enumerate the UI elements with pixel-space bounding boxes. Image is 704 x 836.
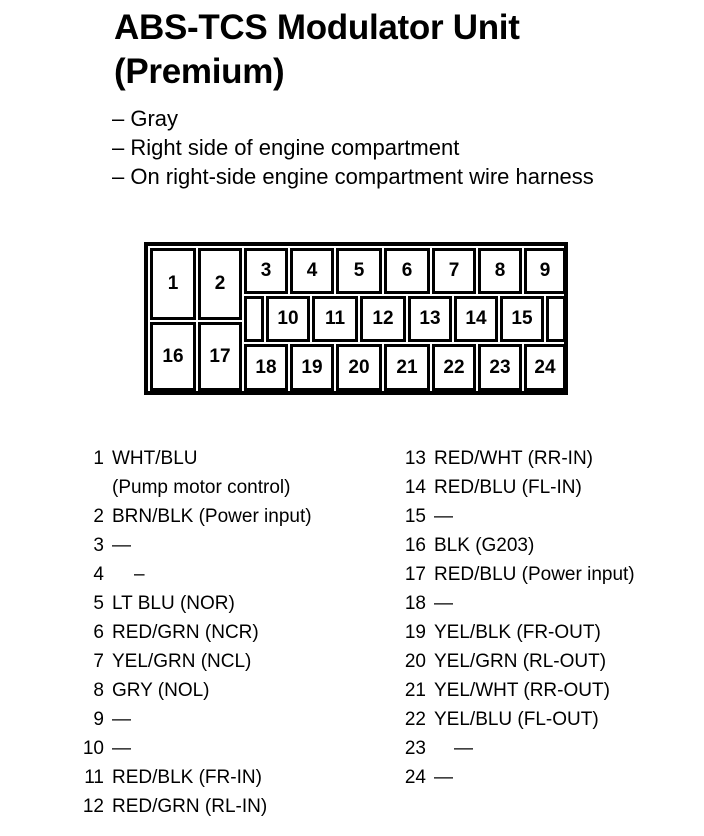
list-item: [78, 473, 378, 502]
wire-description: (Pump motor control): [112, 477, 291, 498]
pin-10: 10: [266, 296, 310, 342]
pin-8: 8: [478, 248, 522, 294]
pin-number: 15: [404, 506, 426, 527]
list-item: [78, 618, 378, 647]
connector-diagram: [144, 242, 568, 395]
pin-24: 24: [524, 344, 566, 391]
pin-4: 4: [290, 248, 334, 294]
pin-number: 11: [84, 767, 104, 788]
list-item: [400, 705, 700, 734]
list-item: [78, 734, 378, 763]
pin-number: 5: [93, 593, 104, 614]
pin-number: 6: [93, 622, 104, 643]
pin-number: 22: [404, 709, 426, 730]
list-item: [78, 676, 378, 705]
pin-9: 9: [524, 248, 566, 294]
list-item: [78, 763, 378, 792]
pin-7: 7: [432, 248, 476, 294]
pin-23: 23: [478, 344, 522, 391]
list-item: [78, 589, 378, 618]
wire-description: RED/GRN (NCR): [112, 622, 259, 643]
pin-3: 3: [244, 248, 288, 294]
pin-number: 18: [404, 593, 426, 614]
pin-number: 10: [82, 738, 104, 759]
pin-6: 6: [384, 248, 430, 294]
pin-15: 15: [500, 296, 544, 342]
pin-18: 18: [244, 344, 288, 391]
list-item: [78, 705, 378, 734]
pin-17: 17: [198, 322, 242, 391]
list-item: [400, 473, 700, 502]
wire-description: RED/BLK (FR-IN): [112, 767, 262, 788]
pin-number: 17: [404, 564, 426, 585]
pin-11: 11: [312, 296, 358, 342]
pin-number: 8: [93, 680, 104, 701]
wire-description: YEL/BLK (FR-OUT): [434, 622, 601, 643]
wire-description: YEL/GRN (RL-OUT): [434, 651, 607, 672]
wire-description: LT BLU (NOR): [112, 593, 235, 614]
pin-list-right: [400, 444, 700, 792]
list-item: [400, 647, 700, 676]
wire-description: RED/BLU (FL-IN): [434, 477, 582, 498]
list-item: [400, 763, 700, 792]
wire-description: —: [454, 738, 473, 759]
pin-number: 16: [404, 535, 426, 556]
pin-19: 19: [290, 344, 334, 391]
list-item: [400, 560, 700, 589]
wire-description: –: [134, 564, 145, 585]
wire-description: BRN/BLK (Power input): [112, 506, 312, 527]
wire-description: —: [112, 709, 131, 730]
pin-number: 3: [93, 535, 104, 556]
list-item: [78, 647, 378, 676]
list-item: [78, 531, 378, 560]
wire-description: BLK (G203): [434, 535, 535, 556]
list-item: [400, 531, 700, 560]
pin-number: 7: [93, 651, 104, 672]
pin-number: 21: [404, 680, 426, 701]
wire-description: YEL/BLU (FL-OUT): [434, 709, 599, 730]
list-item: [78, 502, 378, 531]
pin-16: 16: [150, 322, 196, 391]
pin-2: 2: [198, 248, 242, 320]
pin-14: 14: [454, 296, 498, 342]
title-line-2: (Premium): [114, 52, 285, 91]
pin-number: 24: [404, 767, 426, 788]
note-harness: – On right-side engine compartment wire harness: [112, 164, 594, 189]
list-item: [400, 502, 700, 531]
pin-12: 12: [360, 296, 406, 342]
wire-description: YEL/WHT (RR-OUT): [434, 680, 610, 701]
title-line-1: ABS-TCS Modulator Unit: [114, 8, 520, 47]
pin-number: 23: [404, 738, 426, 759]
pin-number: 2: [93, 506, 104, 527]
pin-list-left: [78, 444, 378, 821]
list-item: [78, 444, 378, 473]
list-item: [400, 589, 700, 618]
pin-number: 4: [93, 564, 104, 585]
pin-22: 22: [432, 344, 476, 391]
list-item: [400, 444, 700, 473]
pin-number: 14: [404, 477, 426, 498]
wire-description: GRY (NOL): [112, 680, 210, 701]
pin-number: 12: [82, 796, 104, 817]
pin-1: 1: [150, 248, 196, 320]
note-location: – Right side of engine compartment: [112, 135, 460, 160]
pin-number: 13: [404, 448, 426, 469]
wire-description: RED/WHT (RR-IN): [434, 448, 594, 469]
list-item: [78, 560, 378, 589]
list-item: [400, 618, 700, 647]
wire-description: —: [112, 535, 131, 556]
pin-number: 1: [93, 448, 104, 469]
list-item: [78, 792, 378, 821]
pin-13: 13: [408, 296, 452, 342]
pin-21: 21: [384, 344, 430, 391]
wire-description: —: [434, 767, 453, 788]
pin-number: 20: [404, 651, 426, 672]
list-item: [400, 676, 700, 705]
pin-number: 19: [404, 622, 426, 643]
wire-description: —: [112, 738, 131, 759]
wire-description: YEL/GRN (NCL): [112, 651, 252, 672]
pin-5: 5: [336, 248, 382, 294]
wire-description: RED/GRN (RL-IN): [112, 796, 268, 817]
wire-description: —: [434, 506, 453, 527]
list-item: [400, 734, 700, 763]
wire-description: WHT/BLU: [112, 448, 198, 469]
note-color: – Gray: [112, 106, 179, 131]
pin-number: 9: [93, 709, 104, 730]
location-notes: [112, 104, 594, 191]
keying-slot-right: [546, 296, 566, 342]
wire-description: —: [434, 593, 453, 614]
pin-20: 20: [336, 344, 382, 391]
page-title: [114, 6, 520, 94]
keying-slot-left: [244, 296, 264, 342]
wire-description: RED/BLU (Power input): [434, 564, 635, 585]
